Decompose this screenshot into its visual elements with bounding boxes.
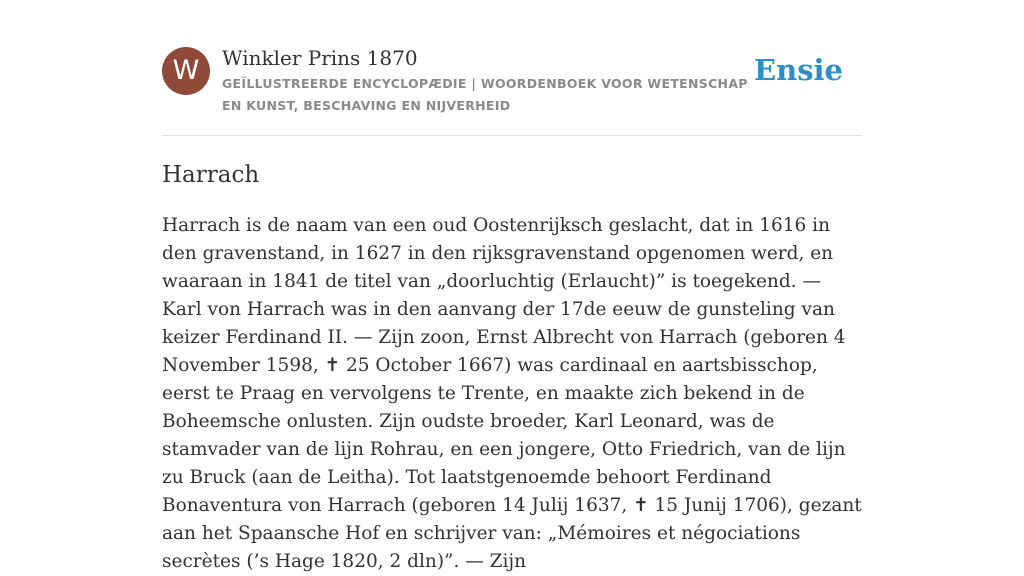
brand-logo[interactable]: Ensie — [754, 53, 843, 87]
source-avatar[interactable]: W — [162, 47, 210, 95]
article-title: Harrach — [162, 162, 260, 188]
header-divider — [162, 135, 862, 136]
source-header — [162, 46, 862, 116]
source-subtitle: GEÏLLUSTREERDE ENCYCLOPÆDIE | WOORDENBOEK VOOR WETENSCHAP EN KUNST, BESCHAVING EN NIJVERHEID — [222, 76, 748, 113]
source-title[interactable]: Winkler Prins 1870 — [222, 46, 418, 70]
article-body: Harrach is de naam van een oud Oostenrijksch geslacht, dat in 1616 in den gravenstand, in 1627 in den rijksgravenstand opgenomen werd, en waaraan in 1841 de titel van „doorluchtig (Erlaucht)” is toegekend. — Karl von Harrach was in den aanvang der 17de eeuw de gunsteling van keizer Ferdinand II. — Zijn zoon, Ernst Albrecht von Harrach (geboren 4 November 1598, ✝ 25 October 1667) was cardinaal en aartsbisschop, eerst te Praag en vervolgens te Trente, en maakte zich bekend in de Boheemsche onlusten. Zijn oudste broeder, Karl Leonard, was de stamvader van de lijn Rohrau, en een jongere, Otto Friedrich, van de lijn zu Bruck (aan de Leitha). Tot laatstgenoemde behoort Ferdinand Bonaventura von Harrach (geboren 14 Julij 1637, ✝ 15 Junij 1706), gezant aan het Spaansche Hof en schrijver van: „Mémoires et négociations secrètes (’s Hage 1820, 2 dln)”. — Zijn — [162, 215, 862, 572]
